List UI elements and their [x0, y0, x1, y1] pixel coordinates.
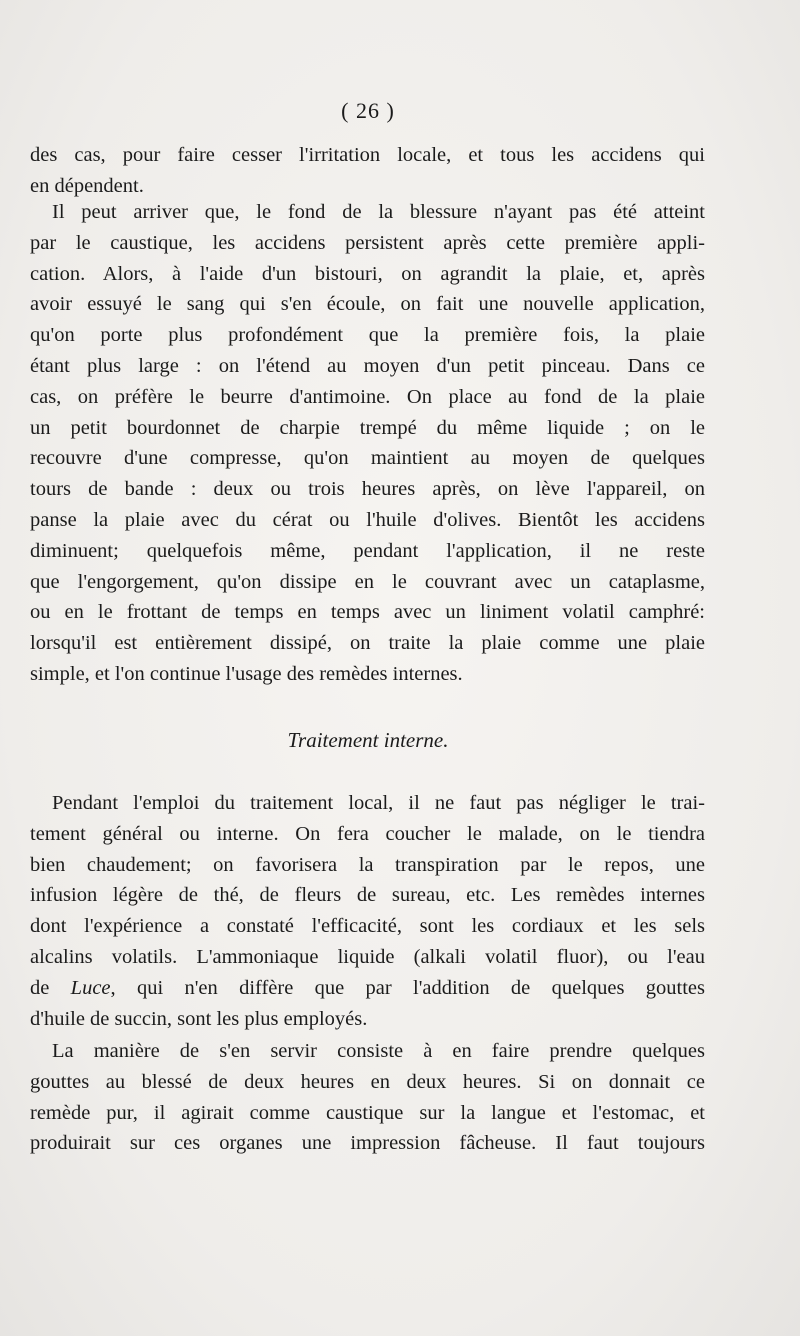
text-line: un petit bourdonnet de charpie trempé du même liquide ; on le: [30, 416, 705, 439]
text-line: gouttes au blessé de deux heures en deux heures. Si on donnait ce: [30, 1070, 705, 1093]
italic-name-luce: Luce: [70, 976, 111, 999]
text-line: ou en le frottant de temps en temps avec un liniment volatil camphré:: [30, 601, 705, 624]
text-fragment: , qui n'en diffère que par l'addition de quelques gouttes: [110, 976, 705, 999]
text-line: tours de bande : deux ou trois heures après, on lève l'appareil, on: [30, 478, 705, 501]
text-line: d'huile de succin, sont les plus employés.: [30, 1007, 368, 1030]
paragraph-caustic: [30, 197, 705, 690]
text-line: diminuent; quelquefois même, pendant l'application, il ne reste: [30, 539, 705, 562]
text-line: lorsqu'il est entièrement dissipé, on traite la plaie comme une plaie: [30, 632, 705, 655]
text-line: remède pur, il agirait comme caustique sur la langue et l'estomac, et: [30, 1101, 705, 1124]
text-fragment: de: [30, 976, 71, 999]
text-line: panse la plaie avec du cérat ou l'huile d'olives. Bientôt les accidens: [30, 508, 705, 531]
text-line: qu'on porte plus profondément que la première fois, la plaie: [30, 324, 705, 347]
text-line: que l'engorgement, qu'on dissipe en le couvrant avec un cataplasme,: [30, 570, 705, 593]
text-line: alcalins volatils. L'ammoniaque liquide (alkali volatil fluor), ou l'eau: [30, 945, 705, 968]
text-line: simple, et l'on continue l'usage des remèdes internes.: [30, 662, 463, 685]
text-line: produirait sur ces organes une impression fâcheuse. Il faut toujours: [30, 1132, 705, 1155]
text-line: cas, on préfère le beurre d'antimoine. On place au fond de la plaie: [30, 385, 705, 408]
paragraph-continuation: [30, 140, 705, 202]
page-number: ( 26 ): [341, 98, 395, 123]
text-line: étant plus large : on l'étend au moyen d'un petit pinceau. Dans ce: [30, 354, 705, 377]
text-line: bien chaudement; on favorisera la transpiration par le repos, une: [30, 853, 705, 876]
text-line: dont l'expérience a constaté l'efficacité, sont les cordiaux et les sels: [30, 915, 705, 938]
section-heading: Traitement interne.: [287, 728, 449, 752]
text-line: par le caustique, les accidens persistent après cette première appli-: [30, 231, 705, 254]
text-line: avoir essuyé le sang qui s'en écoule, on fait une nouvelle application,: [30, 293, 705, 316]
paragraph-manner: [30, 1036, 705, 1159]
text-line: La manière de s'en servir consiste à en faire prendre quelques: [52, 1040, 705, 1062]
text-line: infusion légère de thé, de fleurs de sureau, etc. Les remèdes internes: [30, 884, 705, 907]
text-line: cation. Alors, à l'aide d'un bistouri, on agrandit la plaie, et, après: [30, 262, 705, 285]
text-line: recouvre d'une compresse, qu'on maintient au moyen de quelques: [30, 447, 705, 470]
text-line: des cas, pour faire cesser l'irritation locale, et tous les accidens qui: [30, 144, 705, 166]
text-line: en dépendent.: [30, 174, 144, 197]
text-line-luce: [30, 973, 705, 1004]
paragraph-internal: [30, 788, 705, 1034]
text-line: Il peut arriver que, le fond de la blessure n'ayant pas été atteint: [52, 201, 705, 223]
text-line: Pendant l'emploi du traitement local, il ne faut pas négliger le trai-: [52, 792, 705, 814]
text-line: tement général ou interne. On fera coucher le malade, on le tiendra: [30, 822, 705, 845]
